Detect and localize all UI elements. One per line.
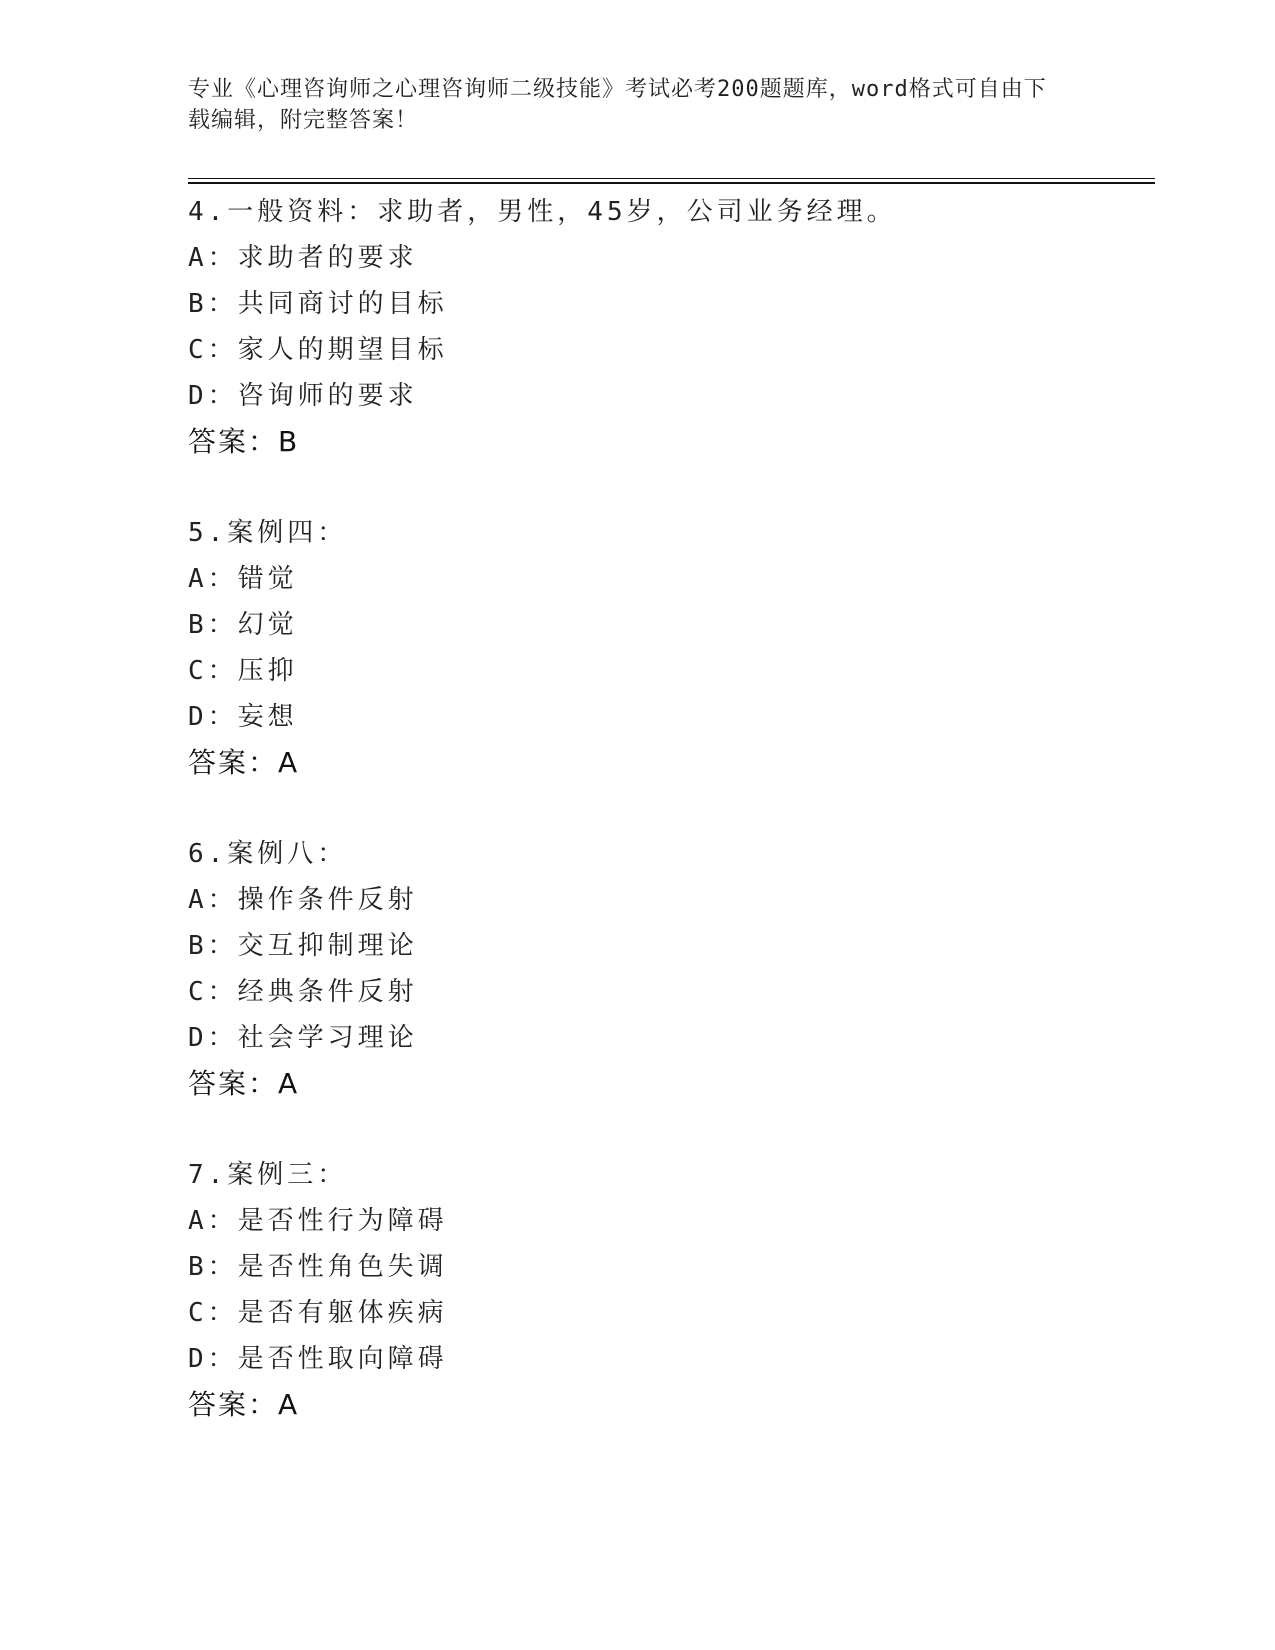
option-a: A：错觉	[188, 564, 298, 594]
question-item	[188, 189, 1148, 465]
option-d: D：咨询师的要求	[188, 381, 418, 411]
option-b: B：交互抑制理论	[188, 931, 418, 961]
document-intro: 专业《心理咨询师之心理咨询师二级技能》考试必考200题题库，word格式可自由下载编辑，附完整答案！	[188, 77, 1047, 133]
option-c: C：是否有躯体疾病	[188, 1298, 448, 1328]
answer-label: 答案：A	[188, 1388, 300, 1421]
answer-label: 答案：B	[188, 425, 300, 458]
option-d: D：妄想	[188, 702, 298, 732]
option-b: B：共同商讨的目标	[188, 289, 448, 319]
question-stem: 6.案例八：	[188, 839, 348, 869]
question-item	[188, 1152, 1148, 1428]
question-stem: 7.案例三：	[188, 1160, 348, 1190]
answer-label: 答案：A	[188, 746, 300, 779]
header-divider-thin	[188, 178, 1155, 179]
option-c: C：家人的期望目标	[188, 335, 448, 365]
option-b: B：幻觉	[188, 610, 298, 640]
answer-label: 答案：A	[188, 1067, 300, 1100]
option-d: D：是否性取向障碍	[188, 1344, 448, 1374]
option-c: C：经典条件反射	[188, 977, 418, 1007]
question-item	[188, 510, 1148, 786]
question-list	[188, 189, 1148, 1473]
option-a: A：操作条件反射	[188, 885, 418, 915]
option-d: D：社会学习理论	[188, 1023, 418, 1053]
option-a: A：是否性行为障碍	[188, 1206, 448, 1236]
header-divider-thick	[188, 182, 1155, 184]
question-stem: 5.案例四：	[188, 518, 348, 548]
question-item	[188, 831, 1148, 1107]
option-a: A：求助者的要求	[188, 243, 418, 273]
question-stem: 4.一般资料：求助者，男性，45岁，公司业务经理。	[188, 197, 897, 227]
option-c: C：压抑	[188, 656, 298, 686]
option-b: B：是否性角色失调	[188, 1252, 448, 1282]
